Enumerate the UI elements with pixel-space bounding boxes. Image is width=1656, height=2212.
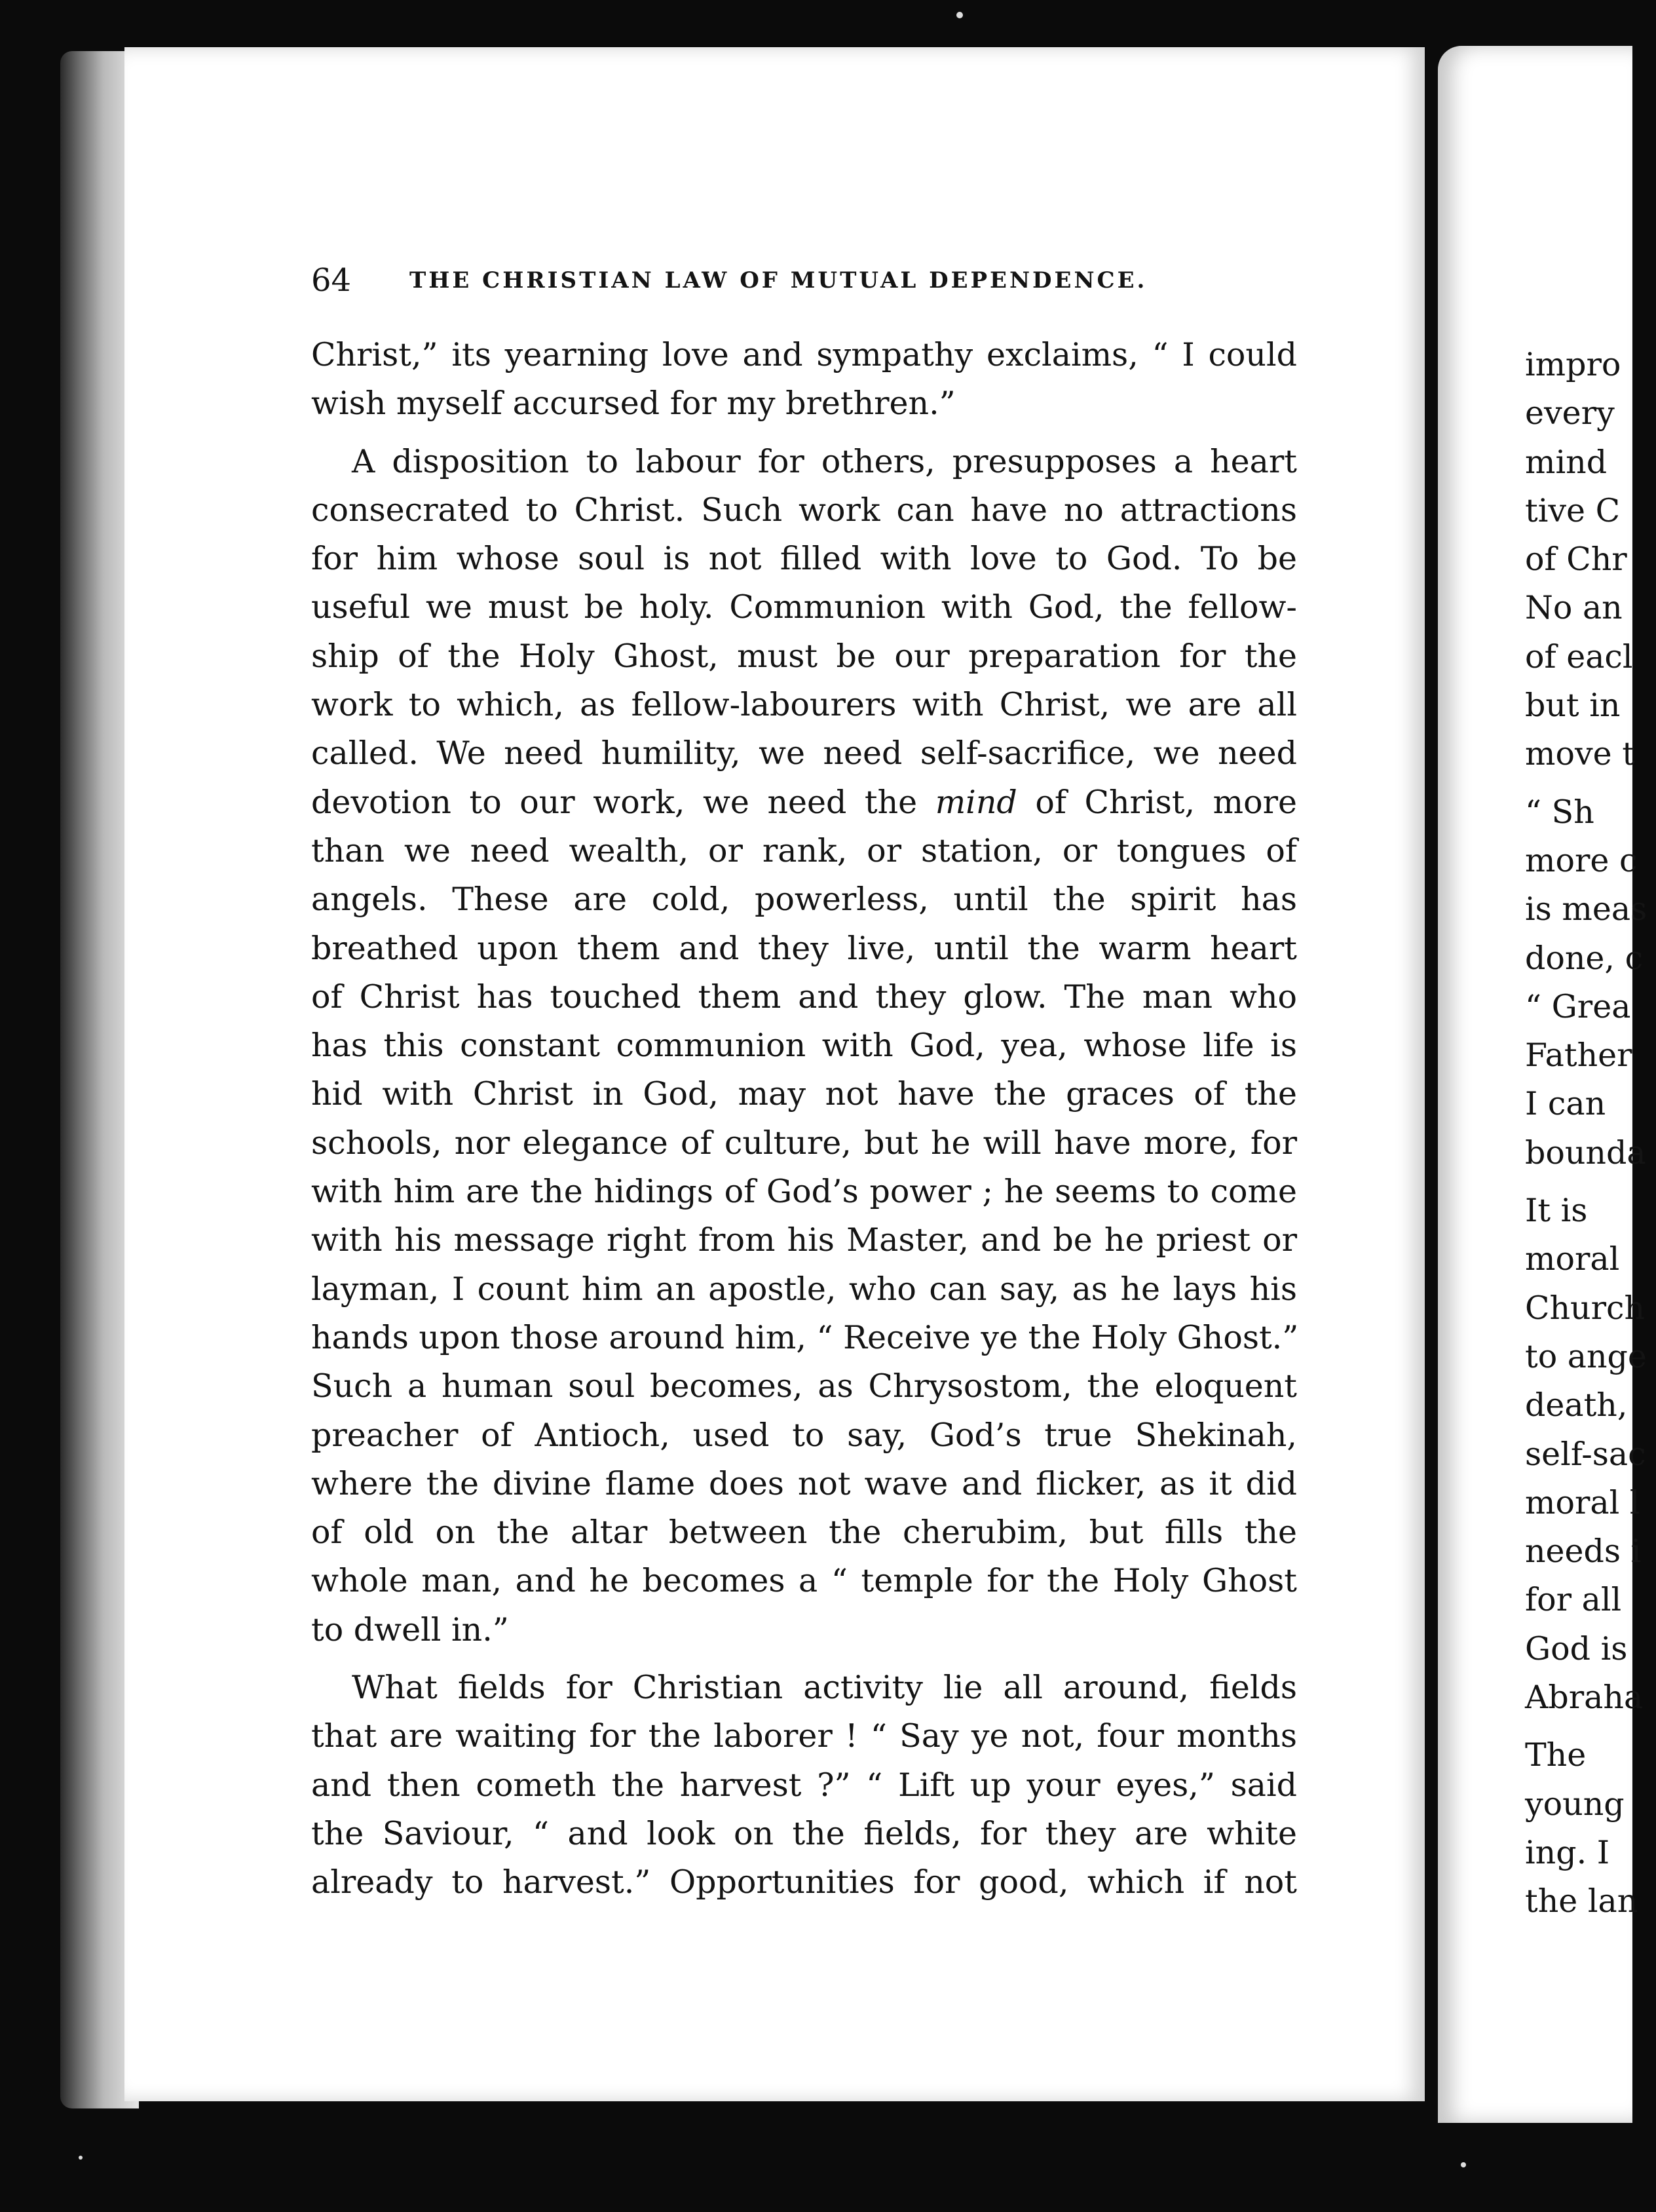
text-line: of old on the altar between the cherubim, but fills the <box>311 1514 1297 1552</box>
facing-line: of eacl <box>1525 638 1633 676</box>
text-line: called. We need humility, we need self-sacrifice, we need <box>311 734 1297 772</box>
text-line: with him are the hidings of God’s power ; he seems to come <box>311 1173 1297 1211</box>
text-line: preacher of Antioch, used to say, God’s true Shekinah, <box>311 1416 1297 1454</box>
facing-line: is meas <box>1525 890 1647 928</box>
text-line: breathed upon them and they live, until the warm heart <box>311 929 1297 967</box>
text-line: of Christ has touched them and they glow. The man who <box>311 978 1297 1016</box>
facing-line: done, c <box>1525 939 1644 977</box>
page-body <box>311 331 1297 1907</box>
facing-line: move t <box>1525 735 1635 773</box>
text-segment: devotion to our work, we need the <box>311 783 918 821</box>
text-line: the Saviour, “ and look on the fields, for they are white <box>311 1814 1297 1852</box>
text-line: with his message right from his Master, and be he priest or <box>311 1221 1297 1259</box>
facing-line: for all <box>1525 1581 1622 1619</box>
text-line: to dwell in.” <box>311 1611 509 1649</box>
facing-line: more c <box>1525 841 1638 879</box>
italic-word: mind <box>935 783 1017 821</box>
running-head: THE CHRISTIAN LAW OF MUTUAL DEPENDENCE. <box>409 267 1148 294</box>
text-line: Christ,” its yearning love and sympathy exclaims, “ I could <box>311 336 1297 373</box>
text-line: whole man, and he becomes a “ temple for the Holy Ghost <box>311 1562 1297 1600</box>
facing-line: bounda <box>1525 1134 1646 1172</box>
text-line: work to which, as fellow-labourers with Christ, we are all <box>311 686 1297 724</box>
scan-speck <box>79 2156 83 2160</box>
facing-line: It is <box>1525 1192 1588 1230</box>
facing-line: tive C <box>1525 491 1621 529</box>
text-line: hands upon those around him, “ Receive ye the Holy Ghost.” <box>311 1318 1299 1356</box>
text-line: that are waiting for the laborer ! “ Say ye not, four months <box>311 1717 1297 1755</box>
text-line: angels. These are cold, powerless, until the spirit has <box>311 881 1297 919</box>
facing-line: every <box>1525 394 1615 432</box>
facing-line: “ Sh <box>1525 793 1594 831</box>
facing-line: Church <box>1525 1289 1646 1327</box>
text-segment: of Christ, more <box>1035 783 1297 821</box>
text-line: where the divine flame does not wave and flicker, as it did <box>311 1464 1297 1502</box>
facing-line: Abraha <box>1525 1679 1644 1717</box>
facing-line: moral <box>1525 1240 1620 1278</box>
text-line: schools, nor elegance of culture, but he will have more, for <box>311 1124 1297 1162</box>
facing-line: needs i <box>1525 1533 1642 1571</box>
scan-speck <box>1461 2162 1466 2167</box>
text-line: and then cometh the harvest ?” “ Lift up your eyes,” said <box>311 1766 1297 1804</box>
facing-line: impro <box>1525 346 1621 383</box>
facing-line: ing. I <box>1525 1833 1610 1871</box>
text-line: What fields for Christian activity lie all around, fields <box>352 1669 1297 1707</box>
facing-line: young <box>1525 1785 1625 1823</box>
facing-line: moral l <box>1525 1483 1640 1521</box>
text-line: than we need wealth, or rank, or station, or tongues of <box>311 831 1297 869</box>
scan-speck <box>956 12 963 18</box>
facing-line: death, <box>1525 1386 1628 1424</box>
facing-line: No an <box>1525 589 1623 627</box>
facing-line: Father <box>1525 1037 1632 1075</box>
facing-line: to ange <box>1525 1337 1647 1375</box>
text-line: ship of the Holy Ghost, must be our preparation for the <box>311 637 1297 675</box>
facing-page <box>1438 46 1647 2123</box>
facing-line: God is <box>1525 1630 1628 1668</box>
text-line: A disposition to labour for others, presupposes a heart <box>352 442 1297 480</box>
text-line: for him whose soul is not filled with love to God. To be <box>311 540 1297 578</box>
text-line: useful we must be holy. Communion with God, the fellow- <box>311 588 1297 626</box>
facing-line: the lan <box>1525 1882 1638 1920</box>
facing-line: “ Grea <box>1525 987 1631 1025</box>
text-line: layman, I count him an apostle, who can say, as he lays his <box>311 1270 1297 1308</box>
text-line: wish myself accursed for my brethren.” <box>311 385 956 423</box>
text-line: hid with Christ in God, may not have the graces of the <box>311 1075 1297 1113</box>
facing-line: self-sac <box>1525 1435 1646 1473</box>
facing-line: I can <box>1525 1085 1606 1123</box>
facing-line: mind <box>1525 443 1608 481</box>
text-line: already to harvest.” Opportunities for good, which if not <box>311 1863 1297 1901</box>
text-line-with-italic <box>311 778 1297 827</box>
page-number: 64 <box>311 262 352 299</box>
facing-page-text <box>1525 341 1656 1926</box>
text-line: consecrated to Christ. Such work can have no attractions <box>311 491 1297 529</box>
running-header <box>311 262 1297 308</box>
facing-line: but in <box>1525 687 1621 725</box>
facing-line: of Chr <box>1525 541 1627 579</box>
text-line: Such a human soul becomes, as Chrysostom, the eloquent <box>311 1367 1297 1405</box>
text-line: has this constant communion with God, yea, whose life is <box>311 1027 1297 1065</box>
facing-line: The <box>1525 1736 1587 1774</box>
